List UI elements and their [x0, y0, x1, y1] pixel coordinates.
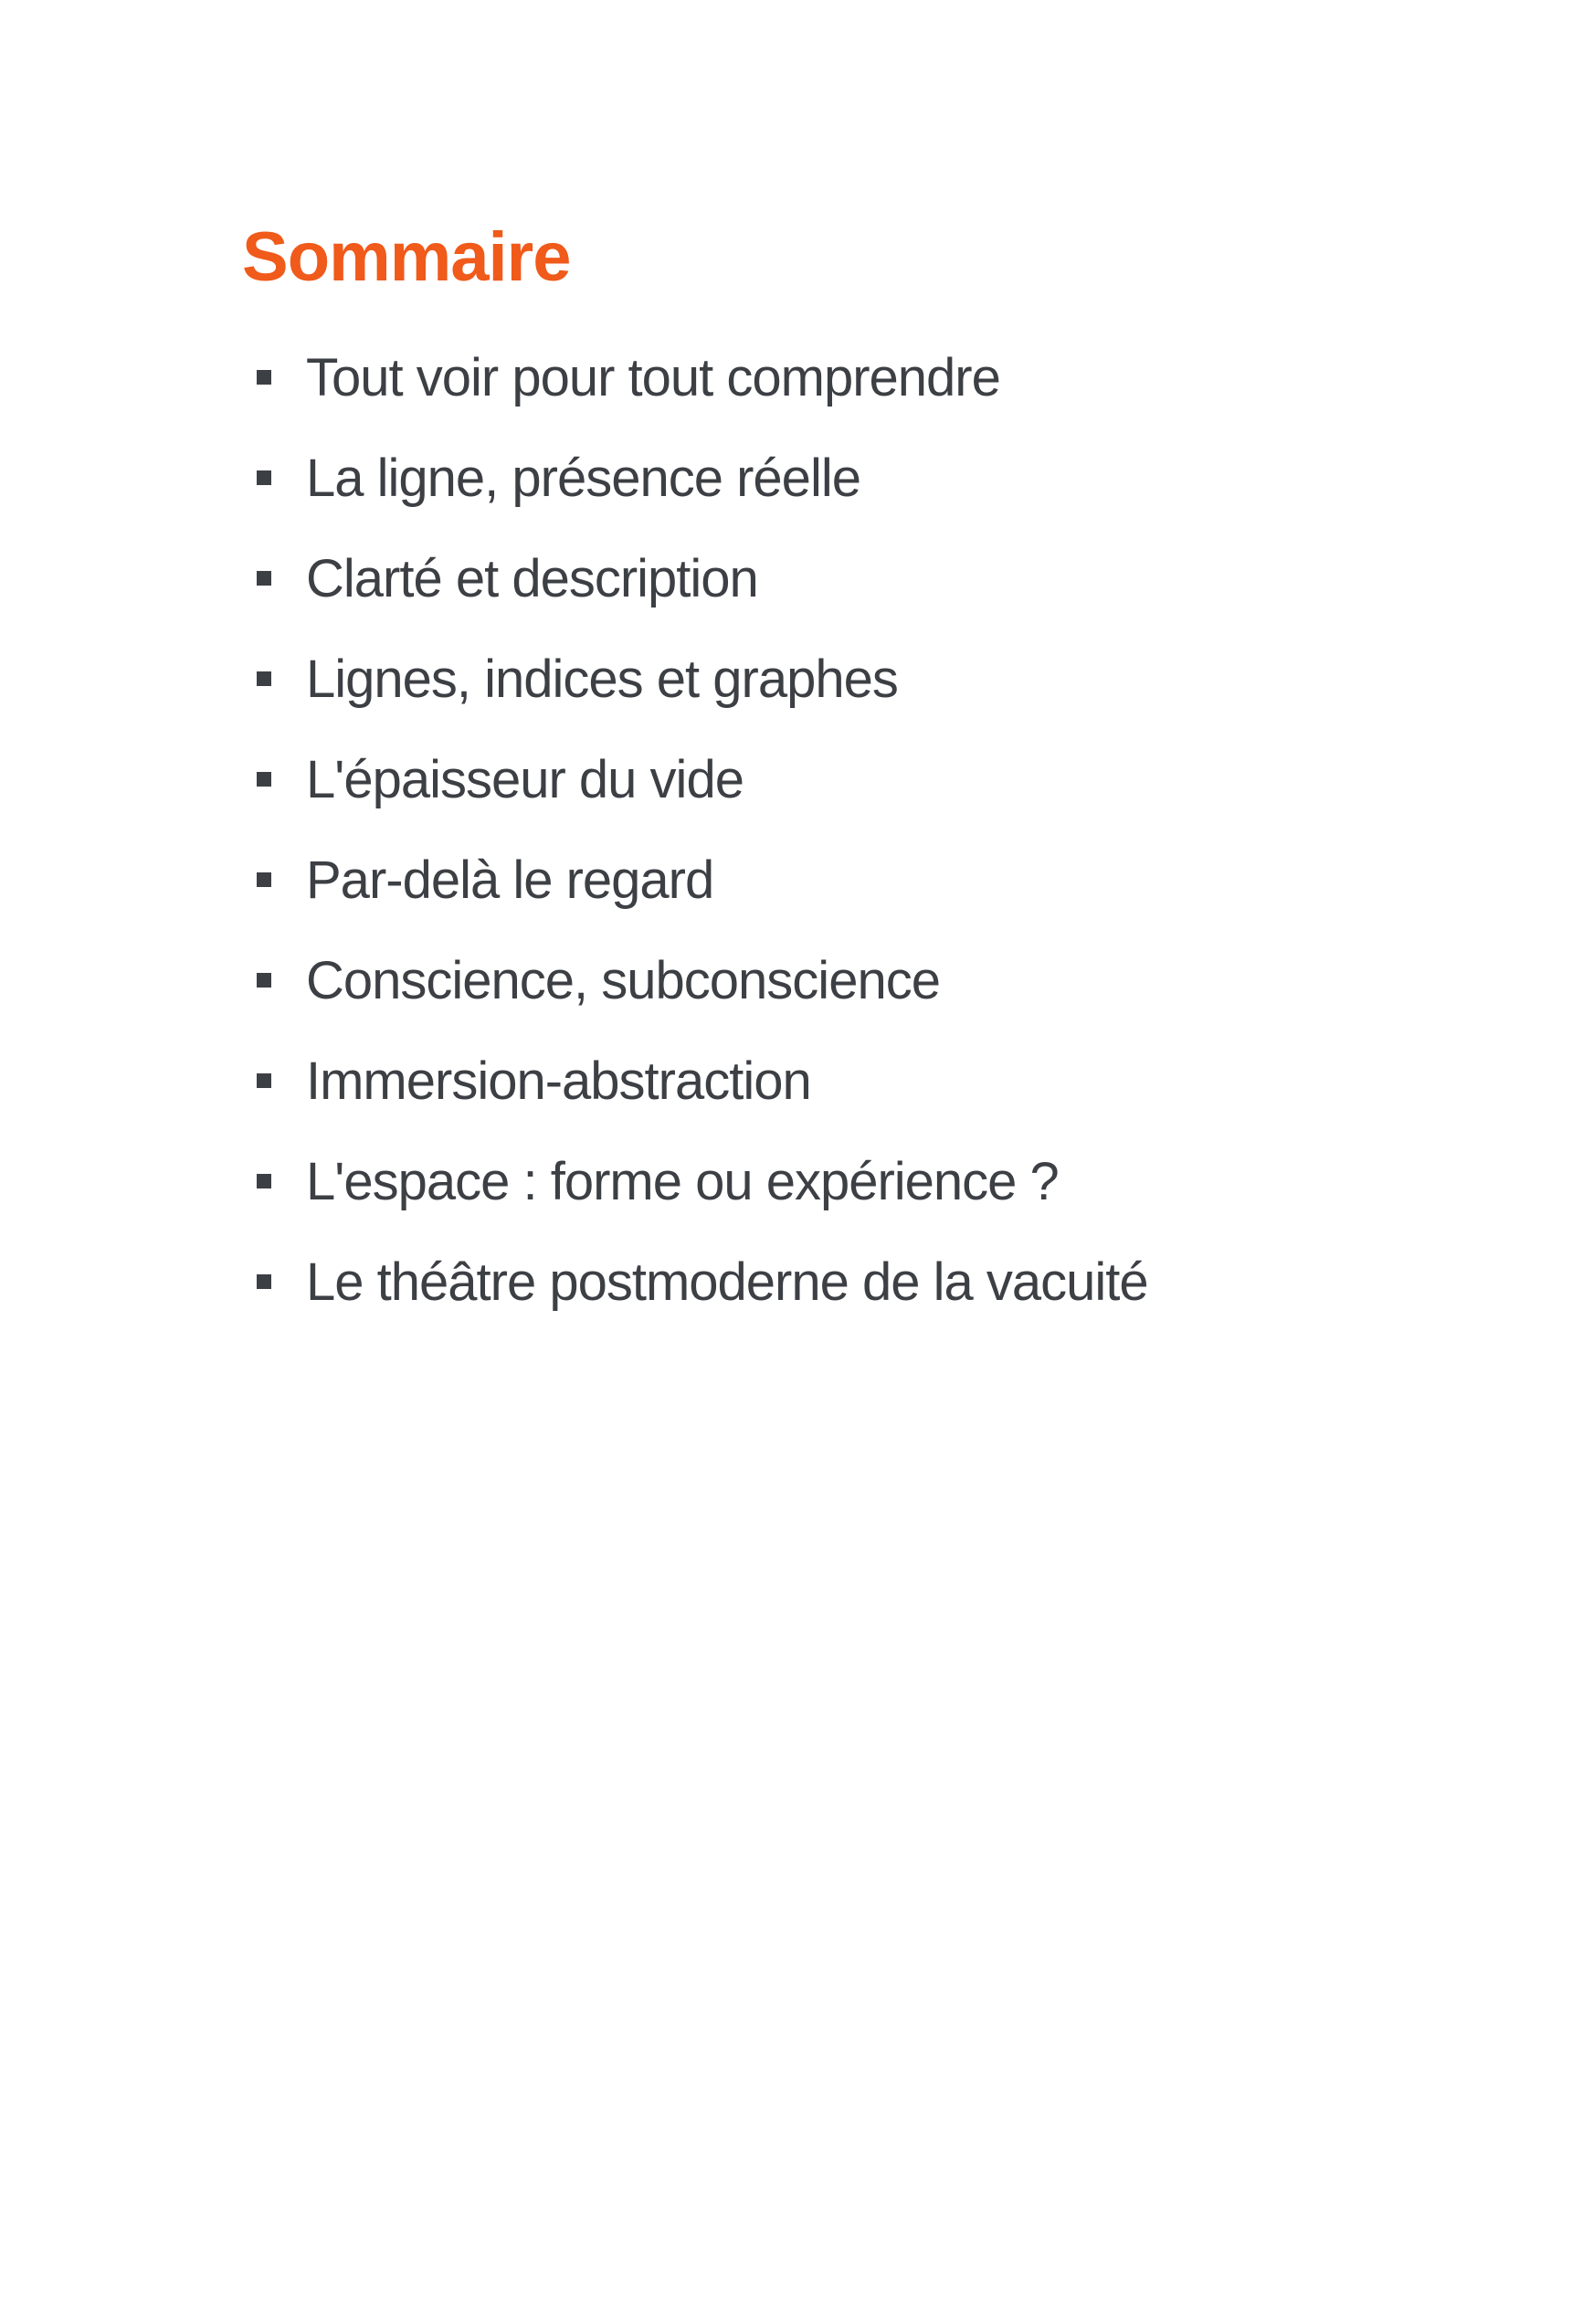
square-bullet-icon	[257, 973, 271, 988]
toc-item-theatre[interactable]	[242, 1231, 1429, 1332]
toc-item-label: Clarté et description	[306, 548, 758, 608]
toc-item-tout-voir[interactable]	[242, 327, 1429, 428]
toc-item-label: Immersion-abstraction	[306, 1051, 811, 1111]
toc-item-la-ligne[interactable]	[242, 428, 1429, 528]
toc-item-clarte[interactable]	[242, 528, 1429, 629]
toc-item-epaisseur[interactable]	[242, 729, 1429, 829]
square-bullet-icon	[257, 1174, 271, 1188]
toc-item-conscience[interactable]	[242, 930, 1429, 1030]
toc-item-label: Le théâtre postmoderne de la vacuité	[306, 1252, 1148, 1312]
toc-item-label: L'espace : forme ou expérience ?	[306, 1151, 1059, 1211]
toc-item-lignes-indices[interactable]	[242, 629, 1429, 729]
table-of-contents	[242, 212, 1429, 1332]
square-bullet-icon	[257, 671, 271, 686]
toc-item-label: La ligne, présence réelle	[306, 448, 860, 508]
toc-item-label: Lignes, indices et graphes	[306, 649, 898, 709]
toc-title: Sommaire	[242, 218, 571, 296]
square-bullet-icon	[257, 1274, 271, 1289]
toc-item-label: Par-delà le regard	[306, 850, 714, 910]
square-bullet-icon	[257, 470, 271, 485]
square-bullet-icon	[257, 370, 271, 385]
square-bullet-icon	[257, 1073, 271, 1088]
toc-item-label: L'épaisseur du vide	[306, 749, 744, 809]
square-bullet-icon	[257, 571, 271, 586]
toc-item-espace[interactable]	[242, 1131, 1429, 1231]
toc-item-par-dela[interactable]	[242, 829, 1429, 930]
toc-item-label: Tout voir pour tout comprendre	[306, 347, 1000, 407]
square-bullet-icon	[257, 872, 271, 887]
toc-list	[242, 327, 1429, 1332]
square-bullet-icon	[257, 772, 271, 787]
toc-item-immersion[interactable]	[242, 1030, 1429, 1131]
toc-item-label: Conscience, subconscience	[306, 950, 940, 1010]
